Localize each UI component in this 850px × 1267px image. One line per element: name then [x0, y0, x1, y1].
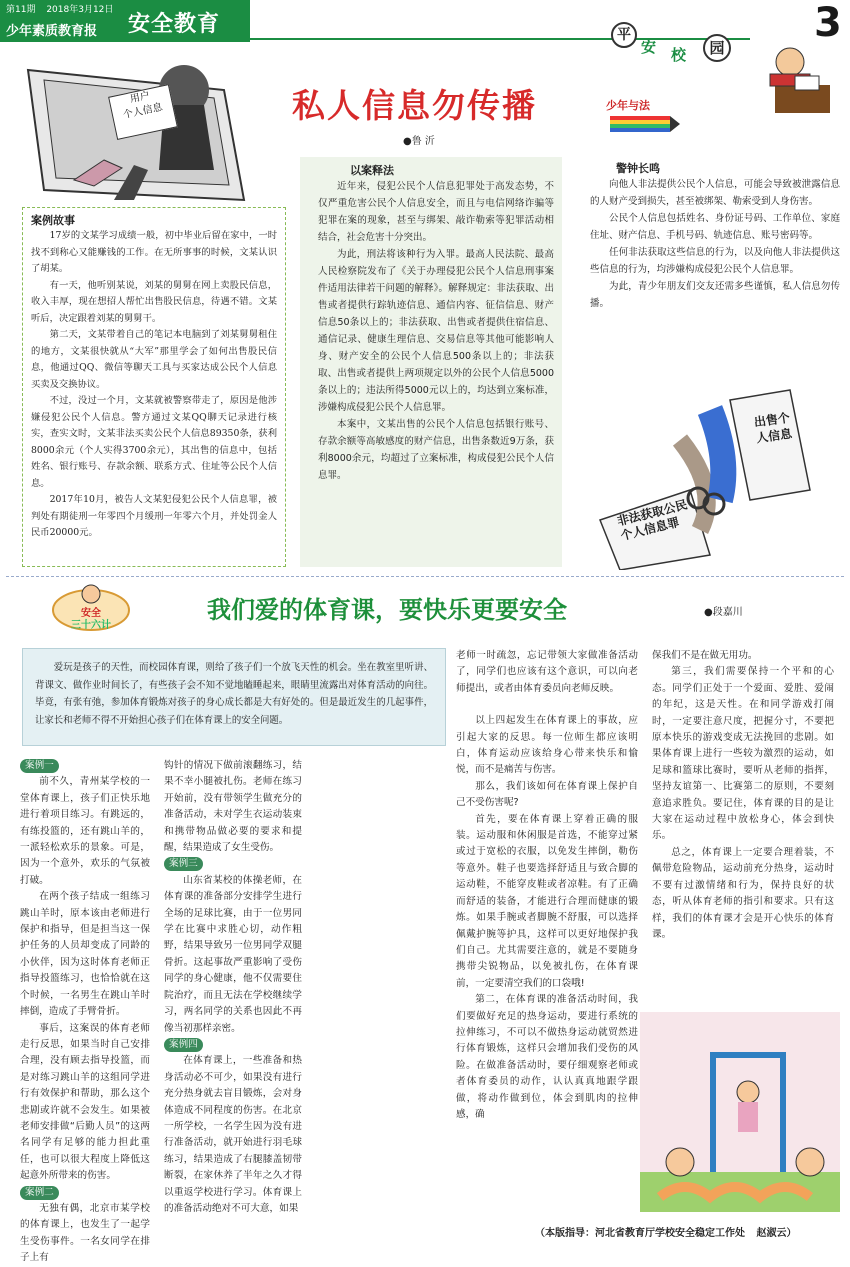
footer-credit-text: （本版指导：河北省教育厅学校安全稳定工作处	[535, 1228, 745, 1239]
page-number: 3	[814, 0, 842, 46]
article2-paragraph: 以上四起发生在体育课上的事故，应引起大家的反思。每一位师生都应该明白，体育运动应该给身心带来快乐和愉悦，而不是痛苦与伤害。	[456, 715, 638, 776]
banner-char-2: 安	[641, 38, 657, 56]
safety-badge	[50, 584, 132, 632]
case-story-paragraph: 不过，没过一个月，文某就被警察带走了，原因是他涉嫌侵犯公民个人信息。警方通过文某QQ聊天记录进行核实，查实文时，文某非法买卖公民个人信息89350条，获利8000余元（个人实得3700余元），其出售的信息中，包括姓名、银行账号、存款余额、联系方式、住址等公民个人信息。	[31, 395, 277, 489]
section-divider	[6, 576, 844, 577]
footer-editor: 赵淑云）	[756, 1228, 797, 1239]
article2-paragraph: 老师一时疏忽，忘记带领大家做准备活动了，同学们也应该有这个意识，可以向老师提出，或者由体育委员向老师反映。	[456, 650, 638, 694]
banner-char-1: 平	[611, 22, 637, 48]
article2-paragraph: 那么，我们该如何在体育课上保护自己不受伤害呢?	[456, 780, 638, 809]
article2-column-3	[456, 648, 638, 1123]
case-story-paragraph: 17岁的文某学习成绩一般，初中毕业后留在家中，一时找不到称心又能赚钱的工作。在无所事事的时候，文某认识了胡某。	[31, 230, 277, 274]
case-story-paragraph: 2017年10月，被告人文某犯侵犯公民个人信息罪，被判处有期徒刑一年零四个月缓刑一年零六个月，并处罚金人民币20000元。	[31, 494, 277, 538]
warning-paragraph: 向他人非法提供公民个人信息，可能会导致被泄露信息的人财产受到损失，甚至被绑架、勒索受到人身伤害。	[590, 179, 840, 207]
article1-column-tag: 少年与法	[606, 99, 650, 112]
article2-paragraph: 前不久，青州某学校的一堂体育课上，孩子们正快乐地进行着项目练习。有跳远的，有练投篮的，还有跳山羊的，一派轻松欢乐的景象。可是，因为一个意外，欢乐的气氛被打破。	[20, 776, 150, 886]
pencil-rainbow-icon	[610, 112, 680, 134]
banner-char-3: 校	[671, 46, 687, 64]
article2-paragraph: 第二，在体育课的准备活动时间，我们要做好充足的热身运动，要进行系统的拉伸练习，不可以不做热身运动就贸然进行体育锻炼，这样只会增加我们受伤的风险。在做准备活动时，要仔细观察老师或者体育委员的动作，认认真真地跟学跟做，将动作做到位，体会到肌肉的拉伸感，确	[456, 994, 638, 1120]
article2-paragraph: 保我们不是在做无用功。	[652, 650, 758, 661]
banner-char-4: 园	[703, 34, 731, 62]
cartoon-reader-image	[735, 40, 840, 115]
article2-paragraph: 钩针的情况下做前滚翻练习，结果不幸小腿被扎伤。老师在练习开始前，没有带领学生做充分的准备活动，未对学生衣运动装束和携带物品做必要的要求和提醒，结果造成了女生受伤。	[164, 760, 302, 854]
case-story-paragraph: 有一天，他听别某说，刘某的舅舅在网上卖股民信息，收入丰厚，现在想招人帮忙出售股民信息，待遇不错。文某听后，决定跟着刘某的舅舅干。	[31, 279, 277, 324]
case-story-paragraph: 第二天，文某带着自己的笔记本电脑到了刘某舅舅租住的地方，文某很快就从“大军”那里学会了如何出售股民信息，他通过QQ、微信等聊天工具与买家达成公民个人信息买卖及交换协议。	[31, 329, 277, 390]
case-story-heading: 案例故事	[31, 214, 75, 227]
legal-explanation	[300, 157, 562, 567]
warning-paragraph: 公民个人信息包括姓名、身份证号码、工作单位、家庭住址、财产信息、手机号码、轨迹信息、账号密码等。	[590, 213, 840, 241]
issue-date-text: 2018年3月12日	[46, 5, 114, 15]
case-tag: 案例一	[20, 759, 59, 773]
warning-section	[578, 160, 840, 312]
warning-paragraph: 为此，青少年朋友们交友还需多些谨慎，私人信息勿传播。	[590, 281, 840, 309]
sign-sell-info: 出售个人信息	[753, 410, 793, 446]
legal-paragraph: 为此，刑法将该种行为入罪。最高人民法院、最高人民检察院发布了《关于办理侵犯公民个人信息刑事案件适用法律若干问题的解释》。解释规定：非法获取、出售或者提供行踪轨迹信息、通信内容、征信信息、财产信息50条以上的；非法获取、出售或者提供住宿信息、通信记录、健康生理信息、交易信息等其他可能影响人身、财产安全的公民个人信息500条以上的；非法获取、出售或者提供上两项规定以外的公民个人信息5000条以上的；违法所得5000元以上的，均达到立案标准，涉嫌构成侵犯公民个人信息罪。	[318, 249, 554, 413]
warning-heading: 警钟长鸣	[616, 162, 660, 175]
article1-author: ●鲁 沂	[403, 136, 435, 147]
info-label-line1: 用户	[129, 90, 151, 106]
legal-paragraph: 近年来，侵犯公民个人信息犯罪处于高发态势，不仅严重危害公民个人信息安全，而且与电信网络诈骗等犯罪在案的现象，甚至与绑架、敲诈勒索等犯罪活动相结合，社会危害十分突出。	[318, 181, 554, 243]
issue-date	[6, 4, 113, 16]
article2-paragraph: 在体育课上，一些准备和热身活动必不可少，如果没有进行充分热身就去盲目锻炼，会对身体造成不同程度的伤害。在北京一所学校，一名学生因为没有进行准备活动，就开始进行羽毛球练习，结果造成了右腿膝盖韧带断裂，在家休养了半年之久才得以重返学校进行学习。体育课上的准备活动绝对不可大意，如果	[164, 1055, 302, 1214]
article2-paragraph: 首先，要在体育课上穿着正确的服装。运动服和休闲服是首选，不能穿过紧或过于宽松的衣服，以免发生摔倒，勒伤等意外。鞋子也要选择舒适且与致合脚的运动鞋，不能穿皮鞋或者凉鞋。有了正确而舒适的装备，才能进行合理而健康的锻炼。如果手腕或者脚腕不舒服，可以选择佩戴护腕等护具，这样可以更好地保护我们自己。尤其需要注意的，就是不要随身携带尖锐物品，以免被扎伤，在体育课前，一定要清空我们的口袋哦!	[456, 813, 638, 989]
article2-author: ●段嘉川	[704, 607, 743, 618]
playground-illustration	[640, 1012, 840, 1212]
case-tag: 案例四	[164, 1038, 203, 1052]
article2-paragraph: 无独有偶，北京市某学校的体育课上，也发生了一起学生受伤事件。一名女同学在排子上有	[20, 1202, 150, 1264]
case-tag: 案例三	[164, 857, 203, 871]
article1-title: 私人信息勿传播	[292, 86, 537, 125]
article2-title: 我们爱的体育课，要快乐更要安全	[207, 596, 567, 624]
article2-paragraph: 山东省某校的体操老师，在体育课的准备部分安排学生进行全场的足球比赛，由于一位男同学在比赛中求胜心切，动作粗野，结果导致另一位男同学双腿骨折。这起事故严重影响了受伤同学的身心健康，他不仅需要住院治疗，而且无法在学校继续学习，两名同学的关系也因此不再像当初那样亲密。	[164, 874, 302, 1034]
badge-line1: 安全	[81, 608, 101, 619]
badge-line2: 三十六计	[71, 620, 111, 631]
article2-paragraph: 在两个孩子结成一组练习跳山羊时，原本该由老师进行保护和指导，但是担当这一保护任务的人员却变成了同龄的小伙伴，因为这时体育老师正指导投篮练习，也恰恰就在这个时候，一名男生在跳山羊时摔倒，造成了手臂骨折。	[20, 891, 150, 1018]
section-title: 安全教育	[128, 12, 221, 37]
article2-paragraph: 事后，这案误的体育老师走行反思，如果当时自己安排合理，没有顾去指导投篮，而是对练习跳山羊的这组同学进行有效保护和帮助，那么这个悲剧或许就不会发生。如果被老师安排做“后勤人员”的这两名同学有足够的能力担此重任，也可以很大程度上降低这起意外所带来的伤害。	[20, 1022, 150, 1182]
info-label-line2: 个人信息	[122, 101, 164, 122]
legal-heading: 以案释法	[350, 164, 394, 177]
article2-intro: 爱玩是孩子的天性，而校园体育课，则给了孩子们一个放飞天性的机会。坐在教室里听讲、背课文、做作业时间长了，有些孩子会不知不觉地瞌睡起来，眼睛里流露出对体育活动的向往。毕竟，有张有弛，参加体育锻炼对孩子的身心成长都是大有好处的。但是最近发生的几起事件，让家长和老师不得不开始担心孩子们在体育课上的安全问题。	[35, 662, 433, 726]
article2-paragraph: 第三，我们需要保持一个平和的心态。同学们正处于一个爱面、爱胜、爱闹的年纪，这是天性。在和同学游戏打闹时，一定要注意尺度，把握分寸，不要把原本快乐的游戏变成无法挽回的悲剧。如果体育课上进行一些较为激烈的运动，如足球和篮球比赛时，要听从老师的指挥，坚持友谊第一、比赛第二的原则，不要刻意追求胜负。要记住，体育课的目的是让大家在运动过程中放松身心，体会到快乐。	[652, 666, 834, 842]
footer-credit	[535, 1224, 796, 1239]
article2-paragraph: 总之，体育课上一定要合理着装，不佩带危险物品，运动前充分热身，运动时不要有过激情绪和行为，保持良好的状态，听从体育老师的指引和要求。只有这样，我们的体育课才会是开心快乐的体育课。	[652, 846, 834, 940]
case-tag: 案例二	[20, 1186, 59, 1200]
article2-column-4	[652, 648, 834, 943]
laptop-thief-illustration	[14, 50, 269, 210]
article2-intro-box	[22, 648, 446, 746]
issue-number: 第11期	[6, 5, 36, 15]
legal-paragraph: 本案中，文某出售的公民个人信息包括银行账号、存款余额等高敏感度的财产信息，出售条数近9万条，获利8000余元，均超过了立案标准，构成侵犯公民个人信息罪。	[318, 419, 554, 481]
case-story-box	[22, 207, 286, 567]
paper-name: 少年素质教育报	[6, 24, 98, 39]
warning-paragraph: 任何非法获取这些信息的行为，以及向他人非法提供这些信息的行为，均涉嫌构成侵犯公民个人信息罪。	[590, 247, 840, 275]
sign-illegal-info: 非法获取公民个人信息罪	[615, 497, 689, 544]
article2-column-2	[164, 758, 302, 1217]
article2-column-1	[20, 758, 150, 1267]
arrest-illustration	[580, 370, 842, 570]
